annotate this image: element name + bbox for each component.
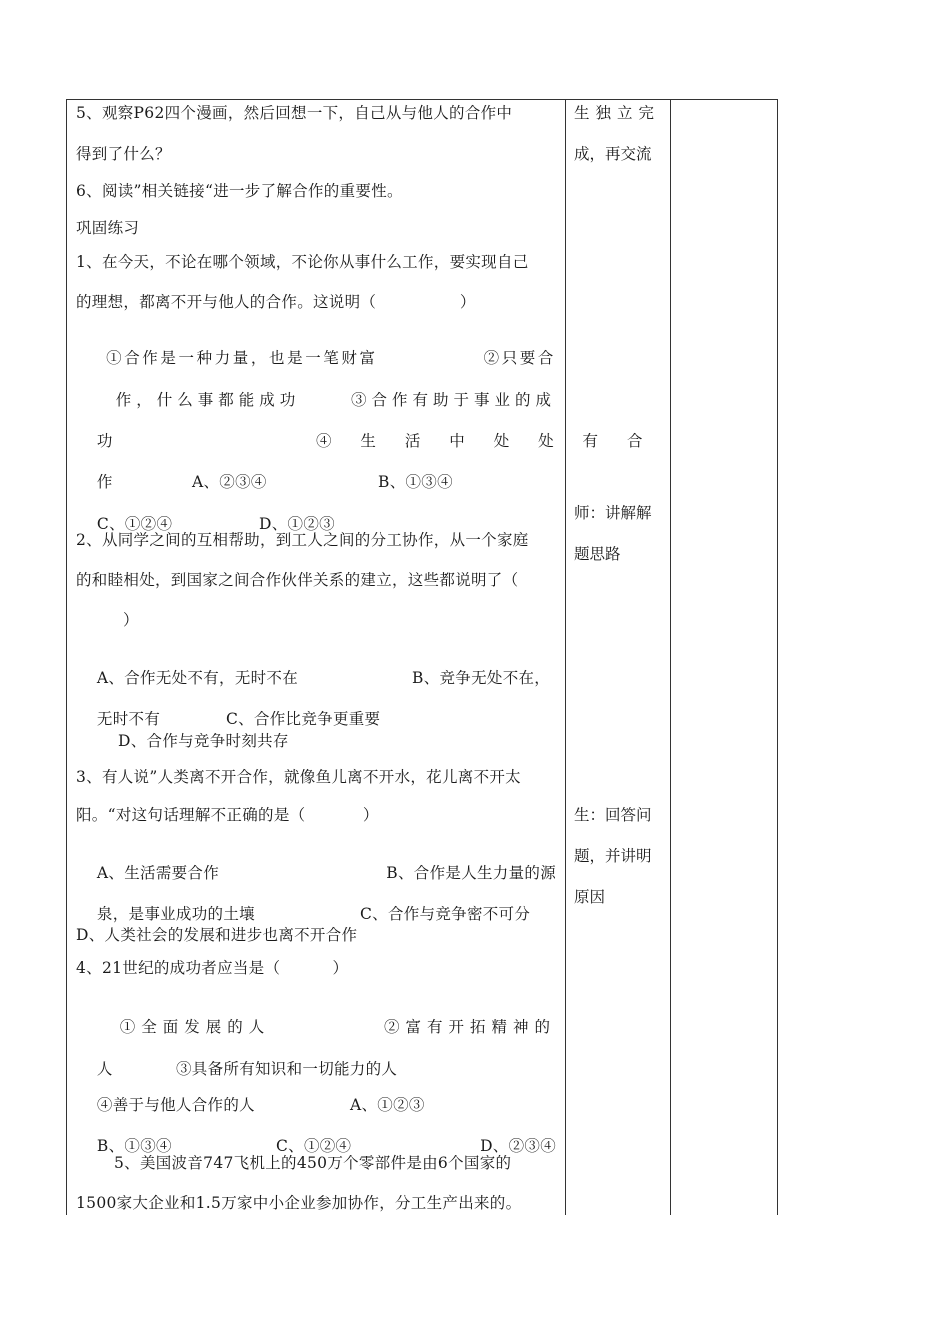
choice-line: D、人类社会的发展和进步也离不开合作 <box>76 926 358 944</box>
choice-line: 作 A、②③④ B、①③④ <box>96 473 453 491</box>
note-line: 题，并讲明 <box>574 847 652 865</box>
question-5: 5、美国波音747飞机上的450万个零部件是由6个国家的 <box>114 1154 512 1172</box>
text-line: 5、观察P62四个漫画，然后回想一下，自己从与他人的合作中 <box>76 104 513 122</box>
option-line: 功 ④ 生 活 中 处 处 有 合 <box>96 432 655 450</box>
question-4: 4、21世纪的成功者应当是（ ） <box>76 959 349 977</box>
text-line: 1500家大企业和1.5万家中小企业参加协作，分工生产出来的。 <box>76 1194 522 1212</box>
note-line: 题思路 <box>574 545 621 563</box>
note-line: 生独立完 <box>574 104 661 122</box>
choice-line: 泉，是事业成功的土壤 C、合作与竞争密不可分 <box>96 905 531 923</box>
text-line: 的和睦相处，到国家之间合作伙伴关系的建立，这些都说明了（ <box>76 571 519 589</box>
choice-line: D、合作与竞争时刻共存 <box>118 732 289 750</box>
option-line: ①合作是一种力量，也是一笔财富 ②只要合 <box>106 349 556 367</box>
choice-line: B、①③④ C、①②④ D、②③④ <box>96 1137 556 1155</box>
option-line: 人 ③具备所有知识和一切能力的人 <box>96 1060 398 1078</box>
note-line: 师：讲解解 <box>574 504 652 522</box>
question-2: 2、从同学之间的互相帮助，到工人之间的分工协作，从一个家庭 <box>76 531 529 549</box>
note-line: 成，再交流 <box>574 145 652 163</box>
text-line: 得到了什么？ <box>76 145 171 163</box>
question-1: 1、在今天，不论在哪个领域，不论你从事什么工作，要实现自己 <box>76 253 529 271</box>
note-line: 生：回答问 <box>574 806 652 824</box>
choice-line: A、合作无处不有，无时不在 B、竞争无处不在， <box>96 669 551 687</box>
text-line: 的理想，都离不开与他人的合作。这说明（ ） <box>76 293 476 311</box>
option-line: 作，什么事都能成功 ③合作有助于事业的成 <box>115 391 556 409</box>
question-3: 3、有人说”人类离不开合作，就像鱼儿离不开水，花儿离不开太 <box>76 768 521 786</box>
column-divider <box>565 100 566 1215</box>
text-line: 6、阅读”相关链接“进一步了解合作的重要性。 <box>76 182 403 200</box>
text-line: ） <box>76 611 139 629</box>
section-heading: 巩固练习 <box>76 219 140 237</box>
choice-line: 无时不有 C、合作比竞争更重要 <box>96 710 381 728</box>
option-line: ①全面发展的人 ②富有开拓精神的 <box>119 1018 556 1036</box>
choice-line: C、①②④ D、①②③ <box>96 515 335 533</box>
text-line: 阳。“对这句话理解不正确的是（ ） <box>76 806 379 824</box>
note-line: 原因 <box>574 888 606 906</box>
option-line: ④善于与他人合作的人 A、①②③ <box>96 1096 425 1114</box>
choice-line: A、生活需要合作 B、合作是人生力量的源 <box>96 864 556 882</box>
column-divider <box>670 100 671 1215</box>
